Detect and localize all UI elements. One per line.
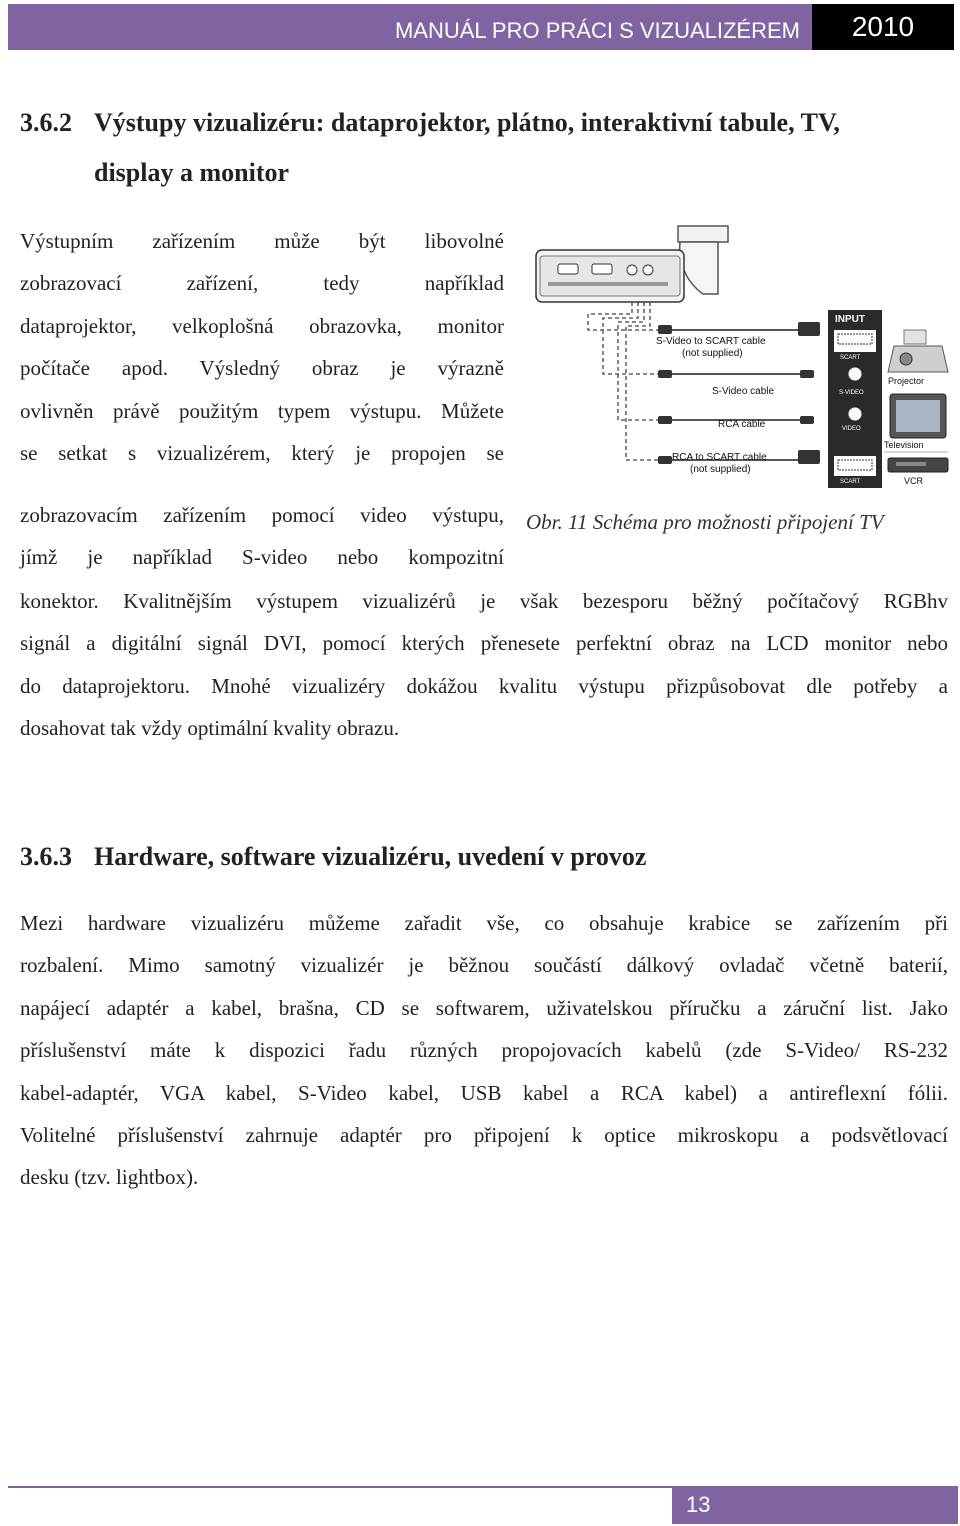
port-label: SCART	[840, 355, 861, 361]
text-line: příslušenství máte k dispozici řadu různých propojovacích kabelů (zde S-Video/ RS-232	[20, 1038, 948, 1063]
text-line: kabel-adaptér, VGA kabel, S-Video kabel, USB kabel a RCA kabel) a antireflexní fólii.	[20, 1080, 948, 1105]
figure-caption: Obr. 11 Schéma pro možnosti připojení TV	[526, 510, 884, 534]
svideo-port-icon	[643, 265, 653, 275]
section-title-line2: display a monitor	[94, 158, 290, 187]
scart-port-icon	[834, 456, 876, 476]
text-line: signál a digitální signál DVI, pomocí kterých přenesete perfektní obraz na LCD monitor nebo	[20, 631, 948, 656]
text-line: se setkat s vizualizérem, který je propojen se	[20, 440, 504, 465]
cable-label: (not supplied)	[682, 348, 743, 359]
text-line: rozbalení. Mimo samotný vizualizér je běžnou součástí dálkový ovladač včetně baterií,	[20, 953, 948, 978]
paragraph-hardware	[20, 902, 948, 1199]
section-number: 3.6.3	[20, 842, 72, 871]
cable-label: (not supplied)	[690, 464, 751, 475]
page-number: 13	[686, 1492, 711, 1517]
port-label: S-VIDEO	[839, 390, 864, 396]
projector-icon	[888, 346, 948, 372]
text-line: počítače apod. Výsledný obraz je výrazně	[20, 356, 504, 381]
port-label: SCART	[840, 479, 861, 485]
cable-label: S-Video to SCART cable	[656, 336, 766, 347]
text-line: zobrazovací zařízení, tedy například	[20, 271, 504, 296]
visualizer-arm	[678, 226, 728, 242]
page-number-bar	[672, 1486, 958, 1524]
section-title: Hardware, software vizualizéru, uvedení v provoz	[94, 842, 647, 871]
cable-label: RCA cable	[718, 419, 766, 430]
rca-port-icon	[627, 265, 637, 275]
text-line: jímž je například S-video nebo kompozitní	[20, 545, 504, 570]
text-line: zobrazovacím zařízením pomocí video výstupu,	[20, 503, 504, 527]
text-line: Mezi hardware vizualizéru můžeme zařadit vše, co obsahuje krabice se zařízením při	[20, 911, 948, 935]
text-line: dataprojektor, velkoplošná obrazovka, monitor	[20, 313, 504, 338]
scart-port-icon	[834, 330, 876, 352]
cable-label: S-Video cable	[712, 386, 775, 397]
text-line: dosahovat tak vždy optimální kvality obrazu.	[20, 716, 400, 741]
input-panel-title: INPUT	[835, 314, 865, 325]
header-year: 2010	[812, 4, 954, 50]
video-jack-icon	[848, 407, 862, 421]
paragraph-full	[20, 580, 948, 750]
text-line: do dataprojektoru. Mnohé vizualizéry dokážou kvalitu výstupu přizpůsobovat dle potřeby a	[20, 673, 948, 698]
connection-diagram-figure	[528, 222, 956, 494]
text-line: desku (tzv. lightbox).	[20, 1165, 199, 1190]
port-label: VIDEO	[842, 426, 861, 432]
cable-label: RCA to SCART cable	[672, 452, 767, 463]
text-line: Výstupním zařízením může být libovolné	[20, 229, 504, 253]
section-number: 3.6.2	[20, 108, 72, 137]
text-line: ovlivněn právě použitým typem výstupu. Můžete	[20, 398, 504, 423]
vga-port-icon	[592, 264, 612, 274]
svideo-jack-icon	[848, 367, 862, 381]
device-label: Television	[884, 440, 924, 450]
device-label: Projector	[888, 376, 925, 386]
text-line: napájecí adaptér a kabel, brašna, CD se softwarem, uživatelskou příručku a záruční list. Jako	[20, 995, 948, 1020]
section-heading-1	[20, 108, 840, 138]
page-header	[8, 4, 954, 50]
device-label: VCR	[904, 476, 924, 486]
section-heading-2	[20, 842, 646, 872]
vga-port-icon	[558, 264, 578, 274]
paragraph-left	[20, 220, 504, 474]
section-title-line1: Výstupy vizualizéru: dataprojektor, plátno, interaktivní tabule, TV,	[94, 108, 840, 137]
footer-divider	[8, 1486, 672, 1488]
paragraph-left-cont	[20, 494, 504, 579]
cable-lines	[588, 302, 658, 460]
text-line: konektor. Kvalitnějším výstupem vizualizérů je však bezesporu běžný počítačový RGBhv	[20, 589, 948, 613]
text-line: Volitelné příslušenství zahrnuje adaptér pro připojení k optice mikroskopu a podsvětlovací	[20, 1122, 948, 1147]
header-title: MANUÁL PRO PRÁCI S VIZUALIZÉREM	[8, 4, 812, 50]
